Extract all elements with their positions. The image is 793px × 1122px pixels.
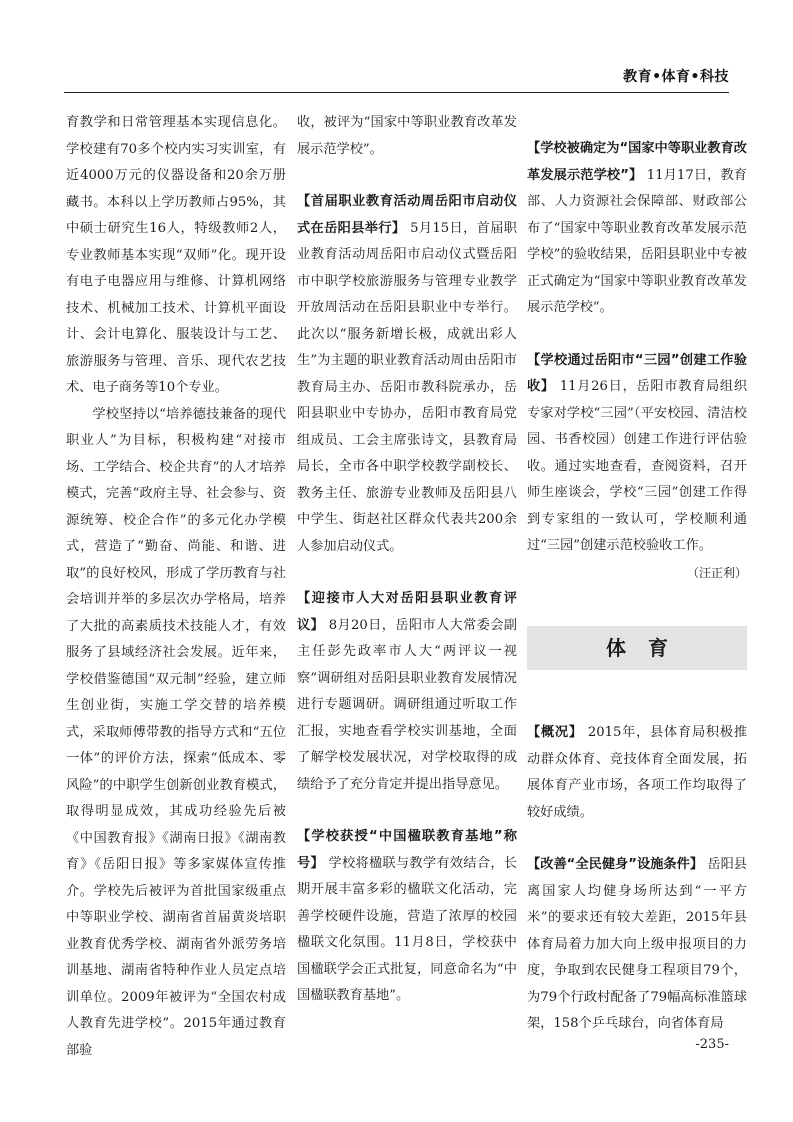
article-body: 岳阳县离国家人均健身场所达到“一平方米”的要求还有较大差距，2015年县体育局着力加大向上级申报项目的力度，争取到农民健身工程项目79个，为79个行政村配备了79幅高标准篮球架，158个乒乓球台，向省体育局 — [527, 857, 747, 1031]
article-entry — [527, 720, 747, 826]
article-heading: 【概况】 — [527, 725, 583, 740]
author-credit: （汪正利） — [686, 565, 747, 580]
article-heading: 【学校被确定为“国家中等职业教育改革发展示范学校”】 — [527, 141, 747, 183]
article-entry — [527, 852, 747, 1038]
paragraph: 学校坚持以“培养德技兼备的现代职业人”为目标，积极构建“对接市场、工学结合、校企共育”的人才培养模式，完善“政府主导、社会参与、资源统筹、校企合作”的多元化办学模式，营造了“勤奋、尚能、和谐、进取”的良好校风，形成了学历教育与社会培训并举的多层次办学格局，培养了大批的高素质技术技能人才，有效服务了县域经济社会发展。近年来，学校借鉴德国“双元制”经验，建立师生创业街，实施工学交替的培养模式，采取师傅带教的指导方式和“五位一体”的评价方法，探索“低成本、零风险”的中职学生创新创业教育模式，取得明显成效，其成功经验先后被《中国教育报》《湖南日报》《湖南教育》《岳阳日报》等多家媒体宣传推介。学校先后被评为首批国家级重点中等职业学校、湖南省首届黄炎培职业教育优秀学校、湖南省外派劳务培训基地、湖南省特种作业人员定点培训单位。2009年被评为“全国农村成人教育先进学校”。2015年通过教育部验 — [66, 406, 286, 1058]
article-entry — [527, 136, 747, 322]
column-3 — [527, 110, 747, 1038]
article-body: 8月20日，岳阳市人大常委会副主任彭先政率市人大“两评议一视察”调研组对岳阳县职业教育发展情况进行专题调研。调研组通过听取工作汇报，实地查看学校实训基地，全面了解学校发展状况，对学校取得的成绩给予了充分肯定并提出指导意见。 — [297, 617, 517, 792]
article-body: 11月26日，岳阳市教育局组织专家对学校“三园”（平安校园、清洁校园、书香校园）创建工作进行评估验收。通过实地查看，查阅资料，召开师生座谈会，学校“三园”创建工作得到专家组的一致认可，学校顺利通过“三园”创建示范校验收工作。 — [527, 379, 748, 553]
section-title-banner — [527, 626, 747, 670]
article-entry — [527, 348, 747, 560]
paragraph: 收，被评为“国家中等职业教育改革发展示范学校”。 — [297, 115, 517, 157]
article-heading: 【迎接市人大对岳阳县职业教育评议】 — [297, 591, 517, 633]
page-number: -235- — [695, 1037, 729, 1052]
column-1 — [66, 110, 286, 1064]
article-body: 学校将楹联与教学有效结合，长期开展丰富多彩的楹联文化活动，完善学校硬件设施，营造了浓厚的校园楹联文化氛围。11月8日，学校获中国楹联学会正式批复，同意命名为“中国楹联教育基地”。 — [297, 855, 518, 1003]
article-heading: 【学校获授“中国楹联教育基地”称号】 — [297, 829, 517, 871]
column-2 — [297, 110, 517, 1010]
article-heading: 【学校通过岳阳市“三园”创建工作验收】 — [527, 352, 747, 394]
article-body: 2015年，县体育局积极推动群众体育、竞技体育全面发展，拓展体育产业市场，各项工作均取得了较好成绩。 — [527, 725, 748, 820]
article-body: 11月17日，教育部、人力资源社会保障部、财政部公布了“国家中等职业教育改革发展示范学校”的验收结果，岳阳县职业中专被正式确定为“国家中等职业教育改革发展示范学校”。 — [527, 167, 747, 315]
paragraph: 育教学和日常管理基本实现信息化。学校建有70多个校内实习实训室，有近4000万元的仪器设备和20余万册藏书。本科以上学历教师占95%，其中硕士研究生16人，特级教师2人，专业教师基本实现“双师”化。现开设有电子电器应用与维修、计算机网络技术、机械加工技术、计算机平面设计、会计电算化、服装设计与工艺、旅游服务与管理、音乐、现代农艺技术、电子商务等10个专业。 — [66, 115, 286, 395]
section-header: 教育•体育•科技 — [623, 69, 729, 85]
article-heading: 【改善“全民健身”设施条件】 — [527, 857, 704, 872]
article-entry — [297, 824, 517, 1010]
article-heading: 【首届职业教育活动周岳阳市启动仪式在岳阳县举行】 — [297, 194, 517, 236]
article-entry — [297, 586, 517, 798]
section-title: 体育 — [606, 635, 690, 660]
article-entry — [297, 189, 517, 560]
header-rule — [64, 92, 729, 93]
article-body: 5月15日，首届职业教育活动周岳阳市启动仪式暨岳阳市中职学校旅游服务与管理专业教学开放周活动在岳阳县职业中专举行。此次以“服务新增长极，成就出彩人生”为主题的职业教育活动周由岳阳市教育局主办、岳阳市教科院承办，岳阳县职业中专协办，岳阳市教育局党组成员、工会主席张诗文，县教育局局长，全市各中职学校教学副校长、教务主任、旅游专业教师及岳阳县八中学生、街赵社区群众代表共200余人参加启动仪式。 — [297, 220, 517, 554]
